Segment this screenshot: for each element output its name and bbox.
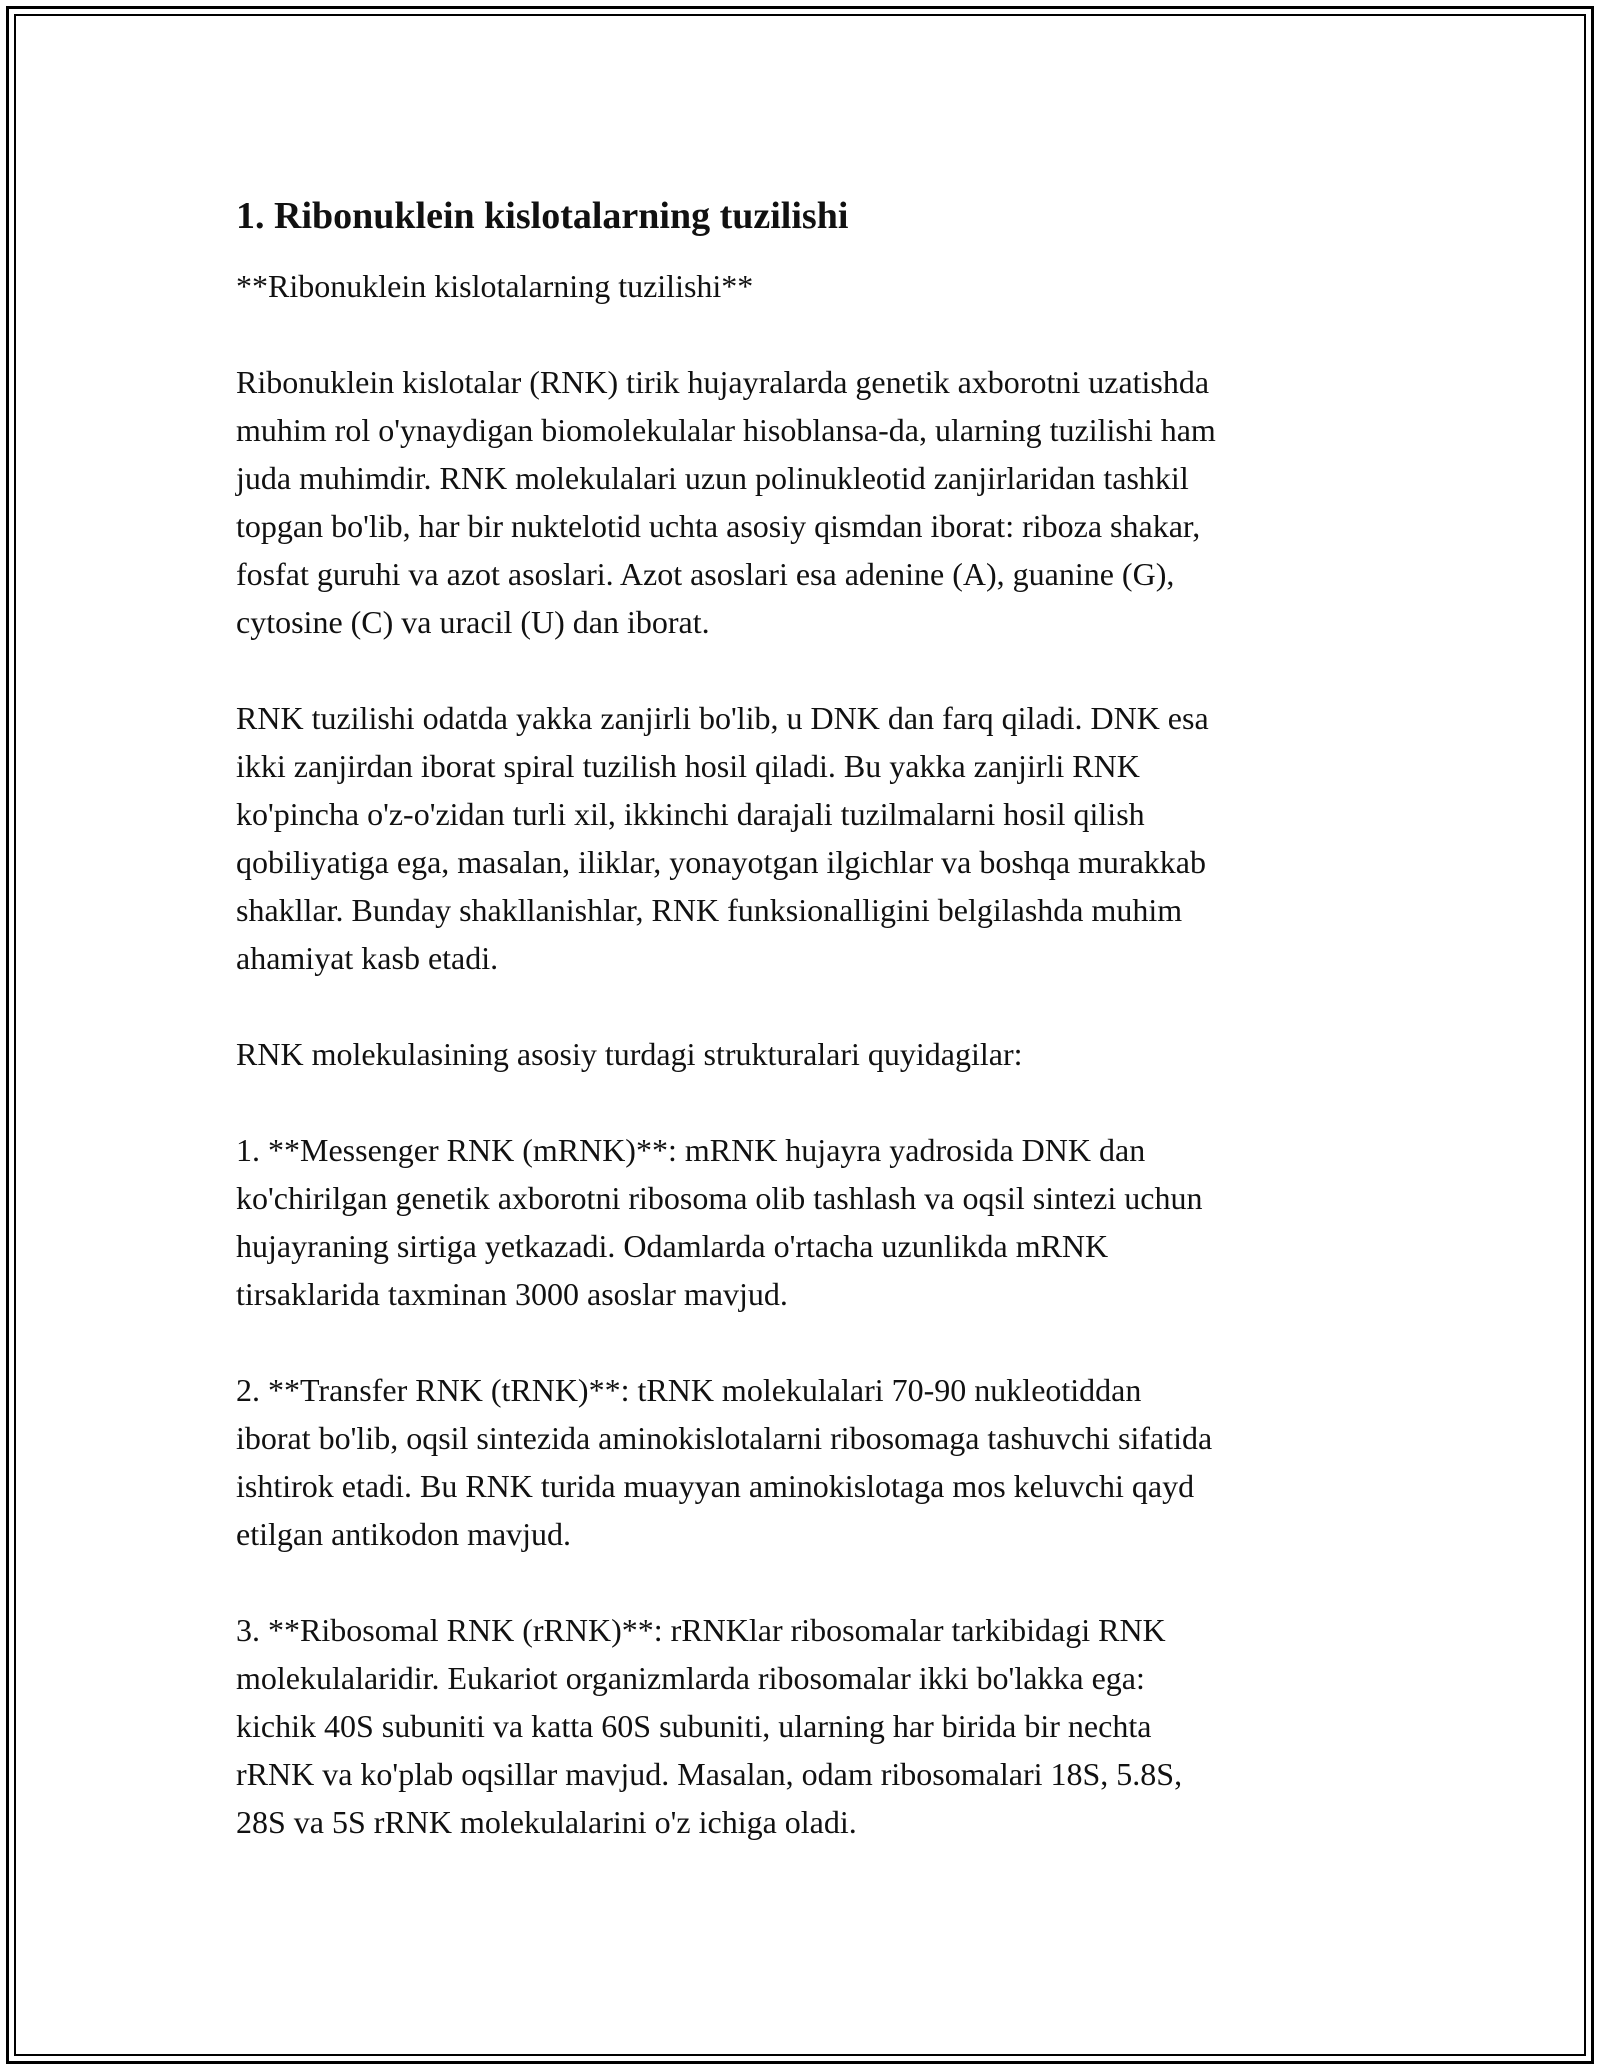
paragraph-intro: Ribonuklein kislotalar (RNK) tirik hujayralarda genetik axborotni uzatishda muhim rol o'ynaydigan biomolekulalar hisoblansa-da, ularning tuzilishi ham juda muhimdir. RNK molekulalari uzun polinukleotid zanjirlaridan tashkil topgan bo'lib, har bir nuktelotid uchta asosiy qismdan iborat: riboza shakar, fosfat guruhi va azot asoslari. Azot asoslari esa adenine (A), guanine (G), cytosine (C) va uracil (U) dan iborat.: [236, 364, 1216, 640]
document-body: [236, 180, 1376, 1894]
list-item-rrna: 3. **Ribosomal RNK (rRNK)**: rRNKlar ribosomalar tarkibidagi RNK molekulalaridir. Eukariot organizmlarda ribosomalar ikki bo'lakka ega: kichik 40S subuniti va katta 60S subuniti, ularning har birida bir nechta rRNK va ko'plab oqsillar mavjud. Masalan, odam ribosomalari 18S, 5.8S, 28S va 5S rRNK molekulalarini o'z ichiga oladi.: [236, 1612, 1183, 1840]
paragraph-types-intro: RNK molekulasining asosiy turdagi strukturalari quyidagilar:: [236, 1036, 1023, 1072]
list-item-trna: 2. **Transfer RNK (tRNK)**: tRNK molekulalari 70-90 nukleotiddan iborat bo'lib, oqsil sintezida aminokislotalarni ribosomaga tashuvchi sifatida ishtirok etadi. Bu RNK turida muayyan aminokislotaga mos keluvchi qayd etilgan antikodon mavjud.: [236, 1372, 1213, 1552]
list-item-mrna: 1. **Messenger RNK (mRNK)**: mRNK hujayra yadrosida DNK dan ko'chirilgan genetik axborotni ribosoma olib tashlash va oqsil sintezi uchun hujayraning sirtiga yetkazadi. Odamlarda o'rtacha uzunlikda mRNK tirsaklarida taxminan 3000 asoslar mavjud.: [236, 1132, 1203, 1312]
section-subtitle: **Ribonuklein kislotalarning tuzilishi**: [236, 268, 754, 304]
section-heading: 1. Ribonuklein kislotalarning tuzilishi: [236, 195, 849, 237]
paragraph-structure: RNK tuzilishi odatda yakka zanjirli bo'lib, u DNK dan farq qiladi. DNK esa ikki zanjirdan iborat spiral tuzilish hosil qiladi. Bu yakka zanjirli RNK ko'pincha o'z-o'zidan turli xil, ikkinchi darajali tuzilmalarni hosil qilish qobiliyatiga ega, masalan, iliklar, yonayotgan ilgichlar va boshqa murakkab shakllar. Bunday shakllanishlar, RNK funksionalligini belgilashda muhim ahamiyat kasb etadi.: [236, 700, 1209, 976]
